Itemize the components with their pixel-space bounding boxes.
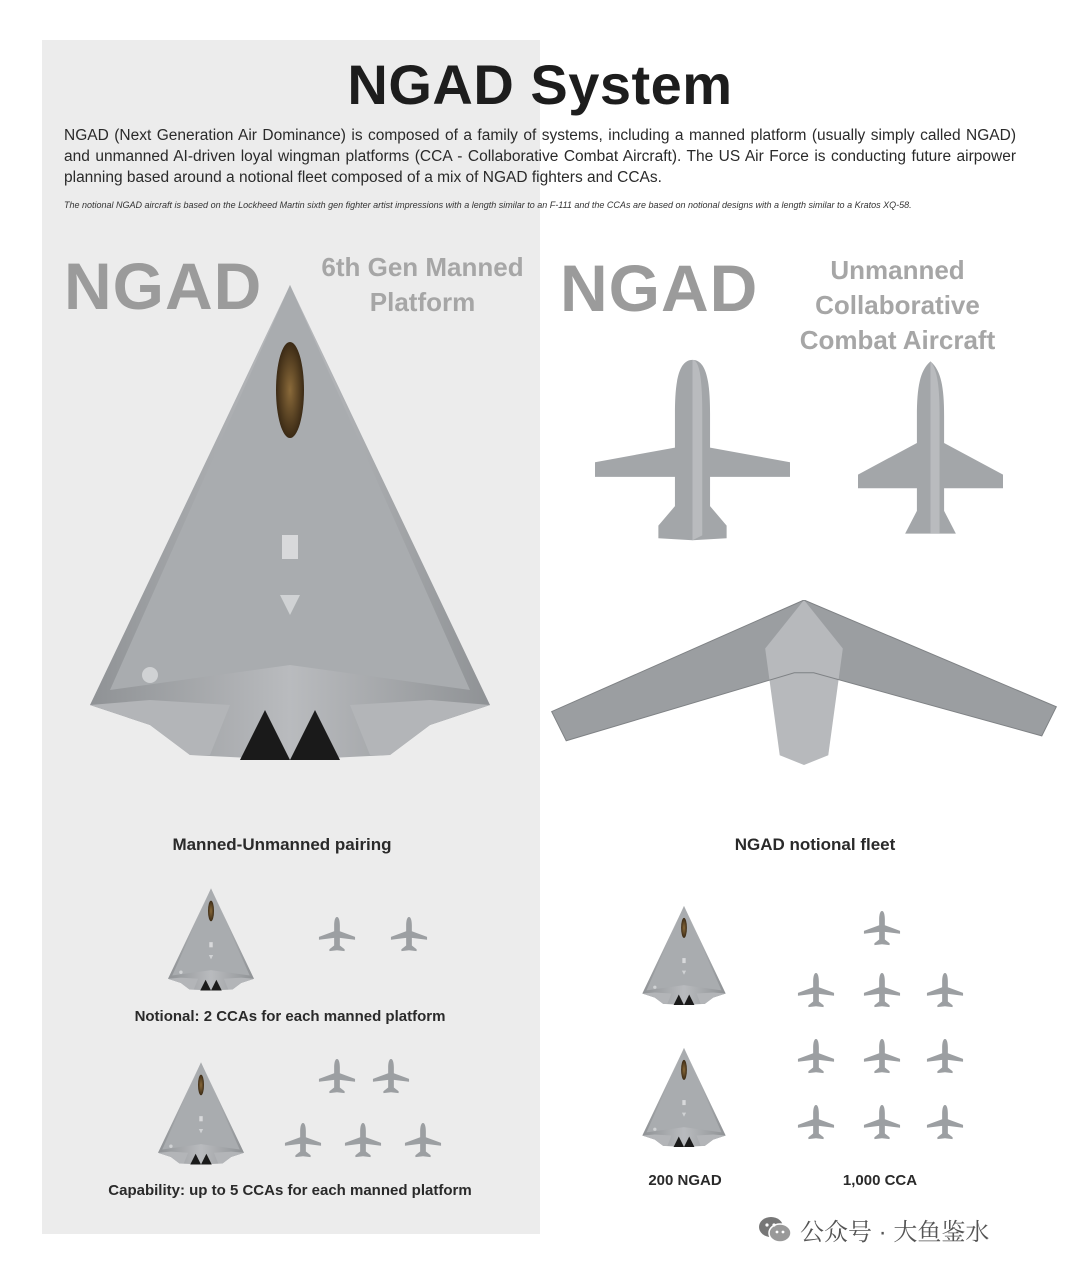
fleet-cca-icon [926,1104,964,1142]
fleet-ngad-icon-1 [640,906,728,1006]
intro-paragraph: NGAD (Next Generation Air Dominance) is composed of a family of systems, including a manned platform (usually simply called NGAD) and unmanned AI-driven loyal wingman platforms (CCA - Collaborative Combat Aircraft). The US Air Force is conducting future airpower planning based around a notional fleet composed of a mix of NGAD fighters and CCAs. [64,127,1016,186]
fleet-cca-label: 1,000 CCA [842,1172,918,1189]
capability-caption: Capability: up to 5 CCAs for each manned platform [108,1182,472,1199]
unmanned-subtitle [745,253,1050,358]
ngad-manned-aircraft-image [90,285,490,765]
unmanned-ngad-label: NGAD [560,251,759,325]
fleet-cca-icon [863,1104,901,1142]
capability-ngad-icon [158,1062,244,1166]
fleet-ngad-label: 200 NGAD [648,1172,722,1189]
capability-cca-icon-3 [284,1122,322,1160]
fleet-cca-icon [926,1038,964,1076]
fleet-cca-icon [863,972,901,1010]
capability-cca-icon-5 [404,1122,442,1160]
notional-ngad-icon [168,888,254,992]
fleet-cca-icon [797,972,835,1010]
notional-cca-icon-1 [318,916,356,954]
cca-design-2-image [858,352,1003,552]
fleet-cca-icon [863,1038,901,1076]
cca-flying-wing-image [550,600,1058,765]
fleet-ngad-icon-2 [640,1048,728,1148]
notional-caption: Notional: 2 CCAs for each manned platform [134,1008,446,1025]
fleet-cca-icon [797,1038,835,1076]
cca-design-1-image [590,355,795,550]
notional-cca-icon-2 [390,916,428,954]
capability-cca-icon-2 [372,1058,410,1096]
fleet-cca-icon [863,910,901,948]
fleet-cca-icon [926,972,964,1010]
manned-subtitle-line2: Platform [369,287,476,317]
fleet-heading: NGAD notional fleet [734,835,896,854]
wechat-icon [758,1216,792,1244]
unmanned-subtitle-line1: Unmanned Collaborative [815,255,980,320]
fleet-cca-icon [797,1104,835,1142]
footnote: The notional NGAD aircraft is based on the Lockheed Martin sixth gen fighter artist impressions with a length similar to an F-111 and the CCAs are based on notional designs with a length similar to a Kratos XQ-58. [64,200,912,210]
pairing-heading: Manned-Unmanned pairing [172,835,392,854]
watermark [758,1212,989,1247]
unmanned-subtitle-line2: Combat Aircraft [799,325,996,355]
manned-ngad-label: NGAD [64,249,263,323]
manned-subtitle-line1: 6th Gen Manned [321,252,524,282]
watermark-text: 公众号 · 大鱼鉴水 [800,1219,990,1246]
capability-cca-icon-1 [318,1058,356,1096]
capability-cca-icon-4 [344,1122,382,1160]
page-title: NGAD System [347,53,733,116]
